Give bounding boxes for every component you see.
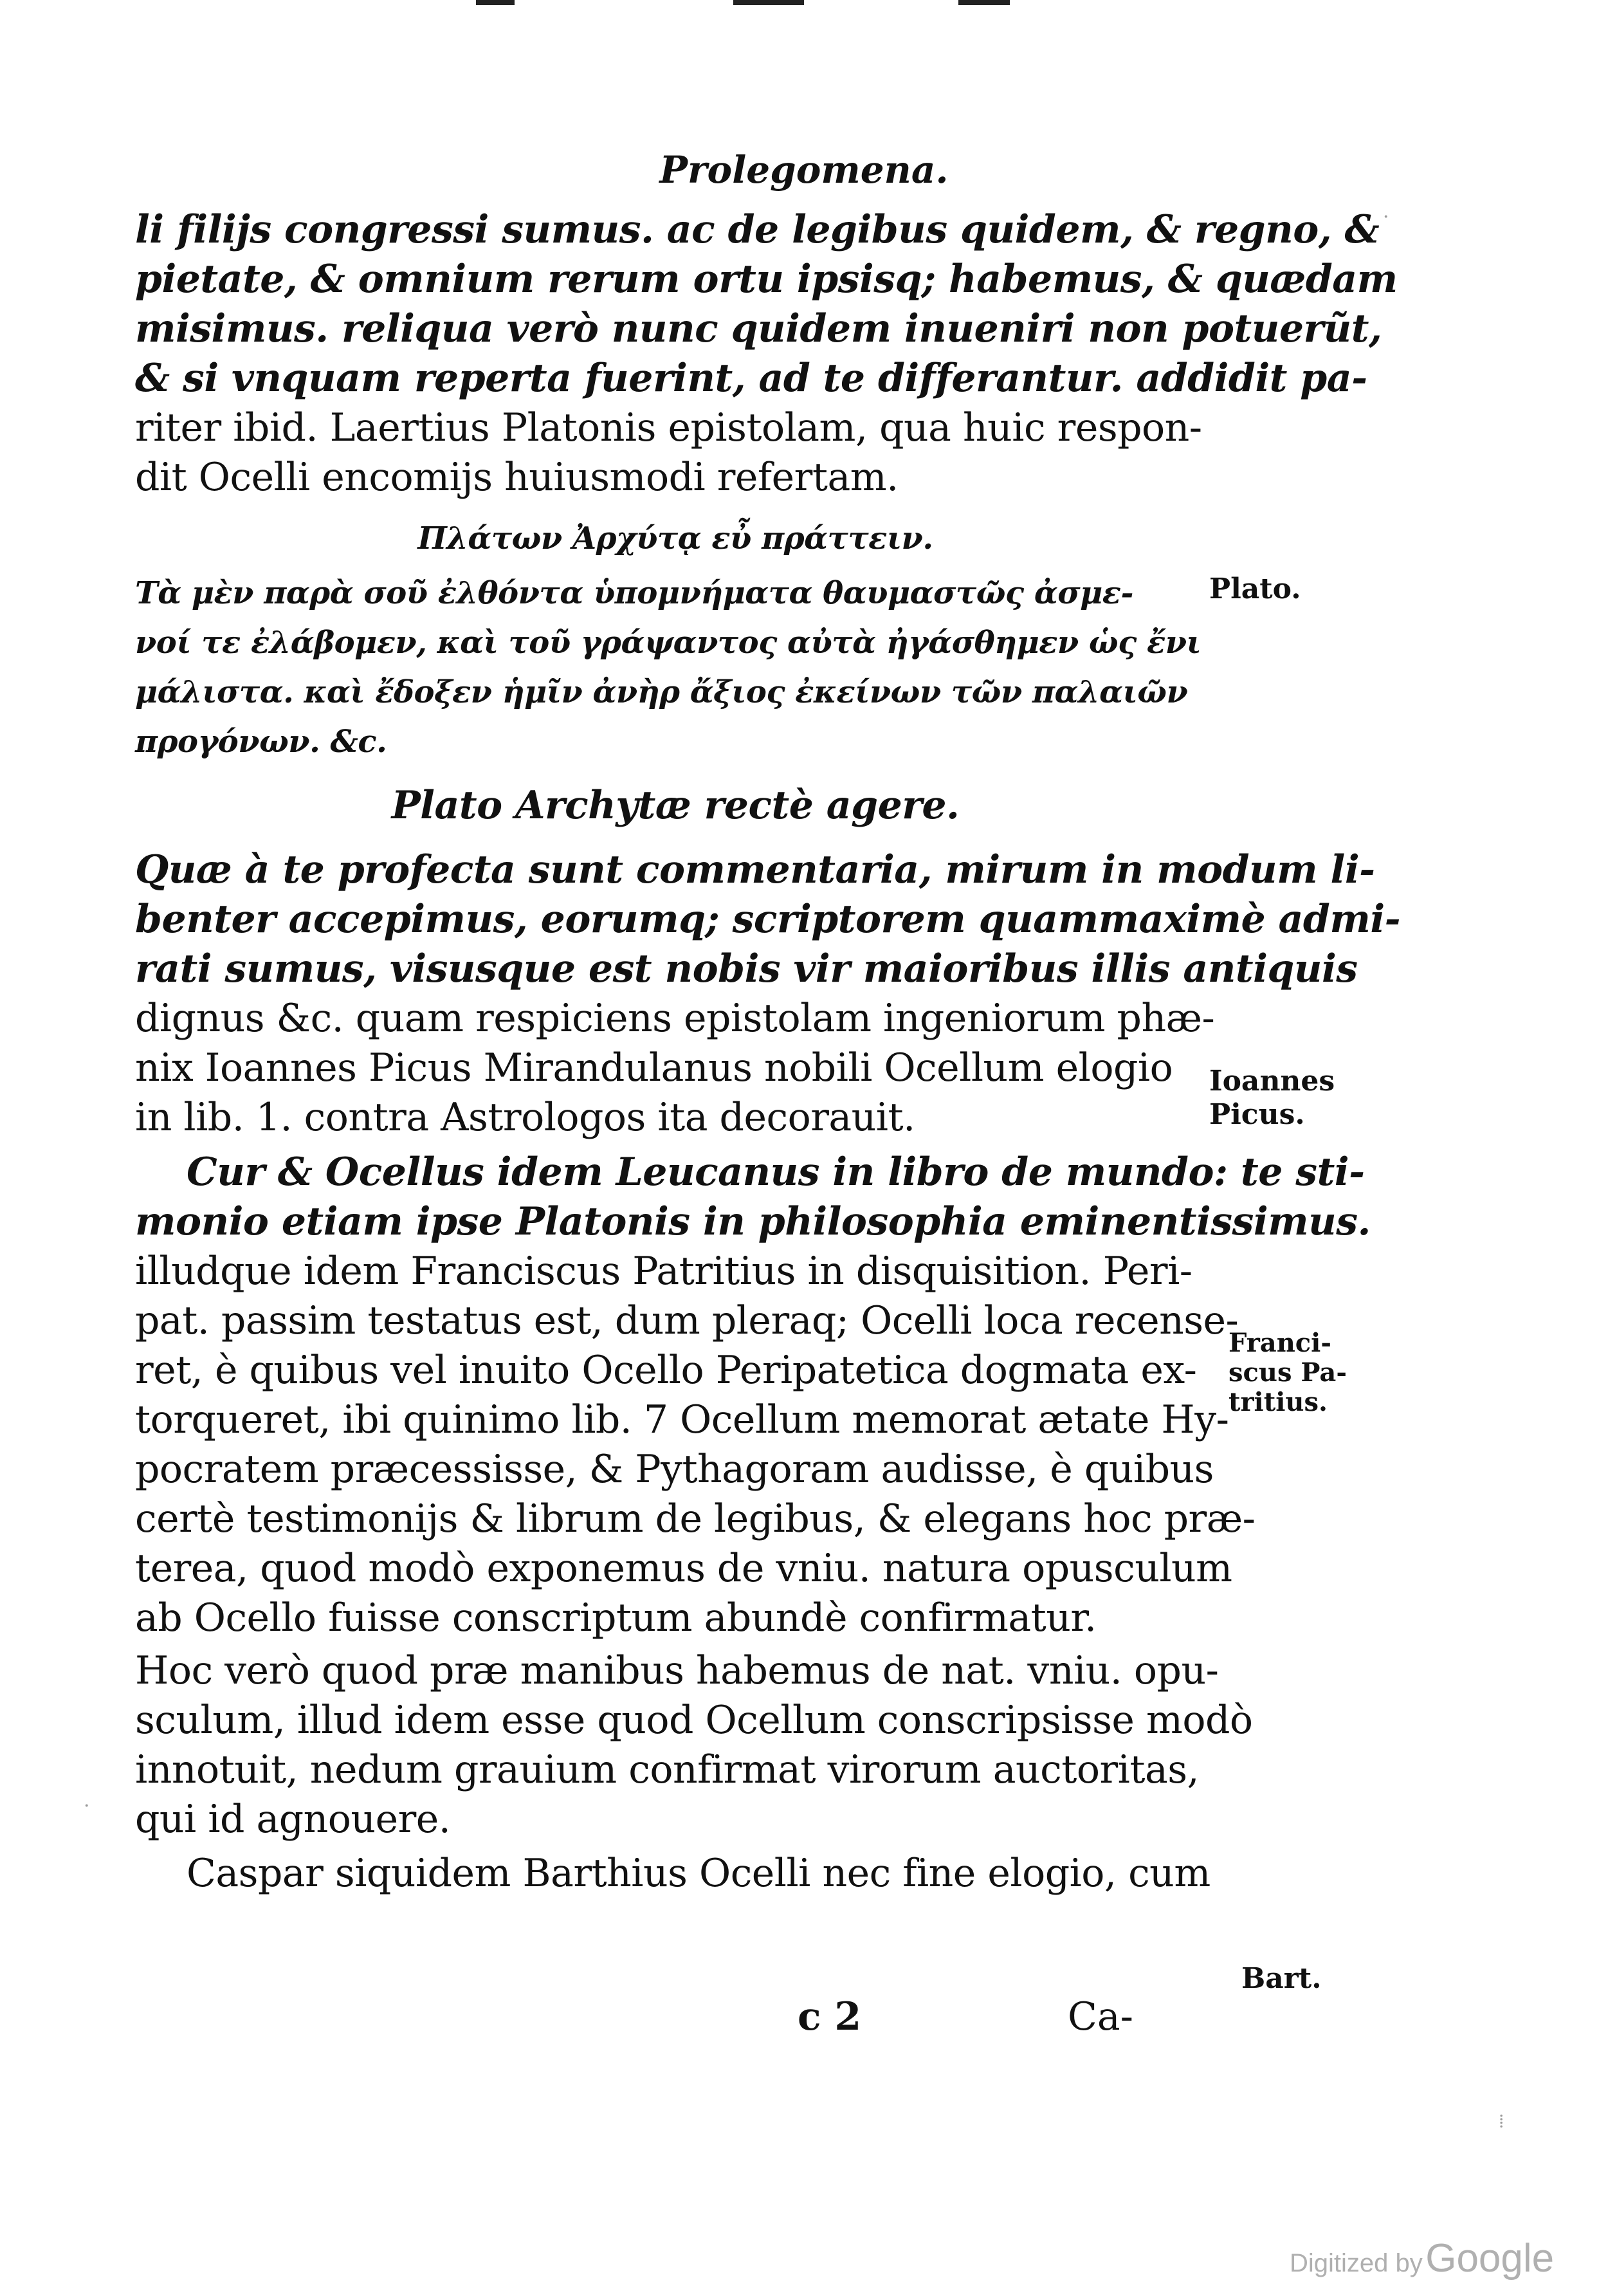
greek-heading: Πλάτων Ἀρχύτᾳ εὖ πράττειν. bbox=[417, 520, 933, 556]
text-line: misimus. reliqua verò nunc quidem inueniri non potuerũt, bbox=[135, 306, 1382, 351]
text-line: li filijs congressi sumus. ac de legibus quidem, & regno, & bbox=[135, 207, 1380, 252]
google-logo: Google bbox=[1425, 2236, 1555, 2281]
greek-line: προγόνων. &c. bbox=[135, 724, 387, 760]
margin-note-patritius: Franci- scus Pa- tritius. bbox=[1229, 1328, 1347, 1417]
margin-note-plato: Plato. bbox=[1209, 573, 1301, 605]
text-line: Caspar siquidem Barthius Ocelli nec fine elogio, cum bbox=[187, 1851, 1211, 1896]
digitized-label: Digitized by bbox=[1290, 2249, 1423, 2277]
text-line: in lib. 1. contra Astrologos ita decorauit. bbox=[135, 1095, 915, 1140]
latin-heading: Plato Archytæ rectè agere. bbox=[391, 783, 960, 828]
text-line: nix Ioannes Picus Mirandulanus nobili Ocellum elogio bbox=[135, 1045, 1173, 1090]
text-line: monio etiam ipse Platonis in philosophia eminentissimus. bbox=[135, 1199, 1371, 1244]
text-line: ret, è quibus vel inuito Ocello Peripatetica dogmata ex- bbox=[135, 1348, 1197, 1393]
text-line: ab Ocello fuisse conscriptum abundè confirmatur. bbox=[135, 1595, 1097, 1640]
text-line: illudque idem Franciscus Patritius in disquisition. Peri- bbox=[135, 1249, 1192, 1294]
signature-mark: c 2 bbox=[798, 1994, 862, 2039]
text-line: Hoc verò quod præ manibus habemus de nat. vniu. opu- bbox=[135, 1648, 1219, 1693]
text-line: torqueret, ibi quinimo lib. 7 Ocellum memorat ætate Hy- bbox=[135, 1397, 1229, 1442]
catchword: Ca- bbox=[1068, 1994, 1133, 2039]
page-speck: ⁞ bbox=[1499, 2110, 1504, 2133]
text-line: qui id agnouere. bbox=[135, 1797, 451, 1842]
digitized-watermark bbox=[1290, 2236, 1554, 2281]
text-line: dignus &c. quam respiciens epistolam ingeniorum phæ- bbox=[135, 996, 1215, 1041]
text-line: innotuit, nedum grauium confirmat virorum auctoritas, bbox=[135, 1747, 1200, 1792]
text-line: rati sumus, visusque est nobis vir maioribus illis antiquis bbox=[135, 946, 1358, 991]
greek-line: μάλιστα. καὶ ἔδοξεν ἡμῖν ἀνὴρ ἄξιος ἐκείνων τῶν παλαιῶν bbox=[135, 674, 1188, 710]
text-line: benter accepimus, eorumq; scriptorem quammaximè admi- bbox=[135, 897, 1401, 942]
text-line: sculum, illud idem esse quod Ocellum conscripsisse modò bbox=[135, 1698, 1253, 1743]
text-line: pietate, & omnium rerum ortu ipsisq; habemus, & quædam bbox=[135, 257, 1398, 302]
text-line: pat. passim testatus est, dum pleraq; Ocelli loca recense- bbox=[135, 1298, 1239, 1343]
text-line: & si vnquam reperta fuerint, ad te differantur. addidit pa- bbox=[135, 356, 1367, 401]
page-speck: · bbox=[84, 1795, 90, 1817]
greek-line: Τὰ μὲν παρὰ σοῦ ἐλθόντα ὑπομνήματα θαυμαστῶς ἀσμε- bbox=[135, 575, 1133, 611]
margin-note-barthius: Bart. bbox=[1241, 1962, 1322, 1995]
text-line: terea, quod modò exponemus de vniu. natura opusculum bbox=[135, 1546, 1232, 1591]
running-title: Prolegomena. bbox=[659, 148, 949, 192]
text-line: certè testimonijs & librum de legibus, & elegans hoc præ- bbox=[135, 1496, 1256, 1541]
text-line: riter ibid. Laertius Platonis epistolam, qua huic respon- bbox=[135, 405, 1202, 450]
text-line: dit Ocelli encomijs huiusmodi refertam. bbox=[135, 455, 899, 500]
page-speck: · bbox=[1383, 206, 1389, 228]
text-line: Cur & Ocellus idem Leucanus in libro de mundo: te sti- bbox=[187, 1150, 1365, 1195]
text-line: pocratem præcessisse, & Pythagoram audisse, è quibus bbox=[135, 1447, 1214, 1492]
greek-line: νοί τε ἐλάβομεν, καὶ τοῦ γράψαντος αὐτὰ ἠγάσθημεν ὡς ἔνι bbox=[135, 625, 1201, 661]
text-line: Quæ à te profecta sunt commentaria, mirum in modum li- bbox=[135, 847, 1375, 892]
page-top-edge bbox=[0, 0, 1608, 6]
margin-note-picus: Ioannes Picus. bbox=[1209, 1065, 1335, 1131]
